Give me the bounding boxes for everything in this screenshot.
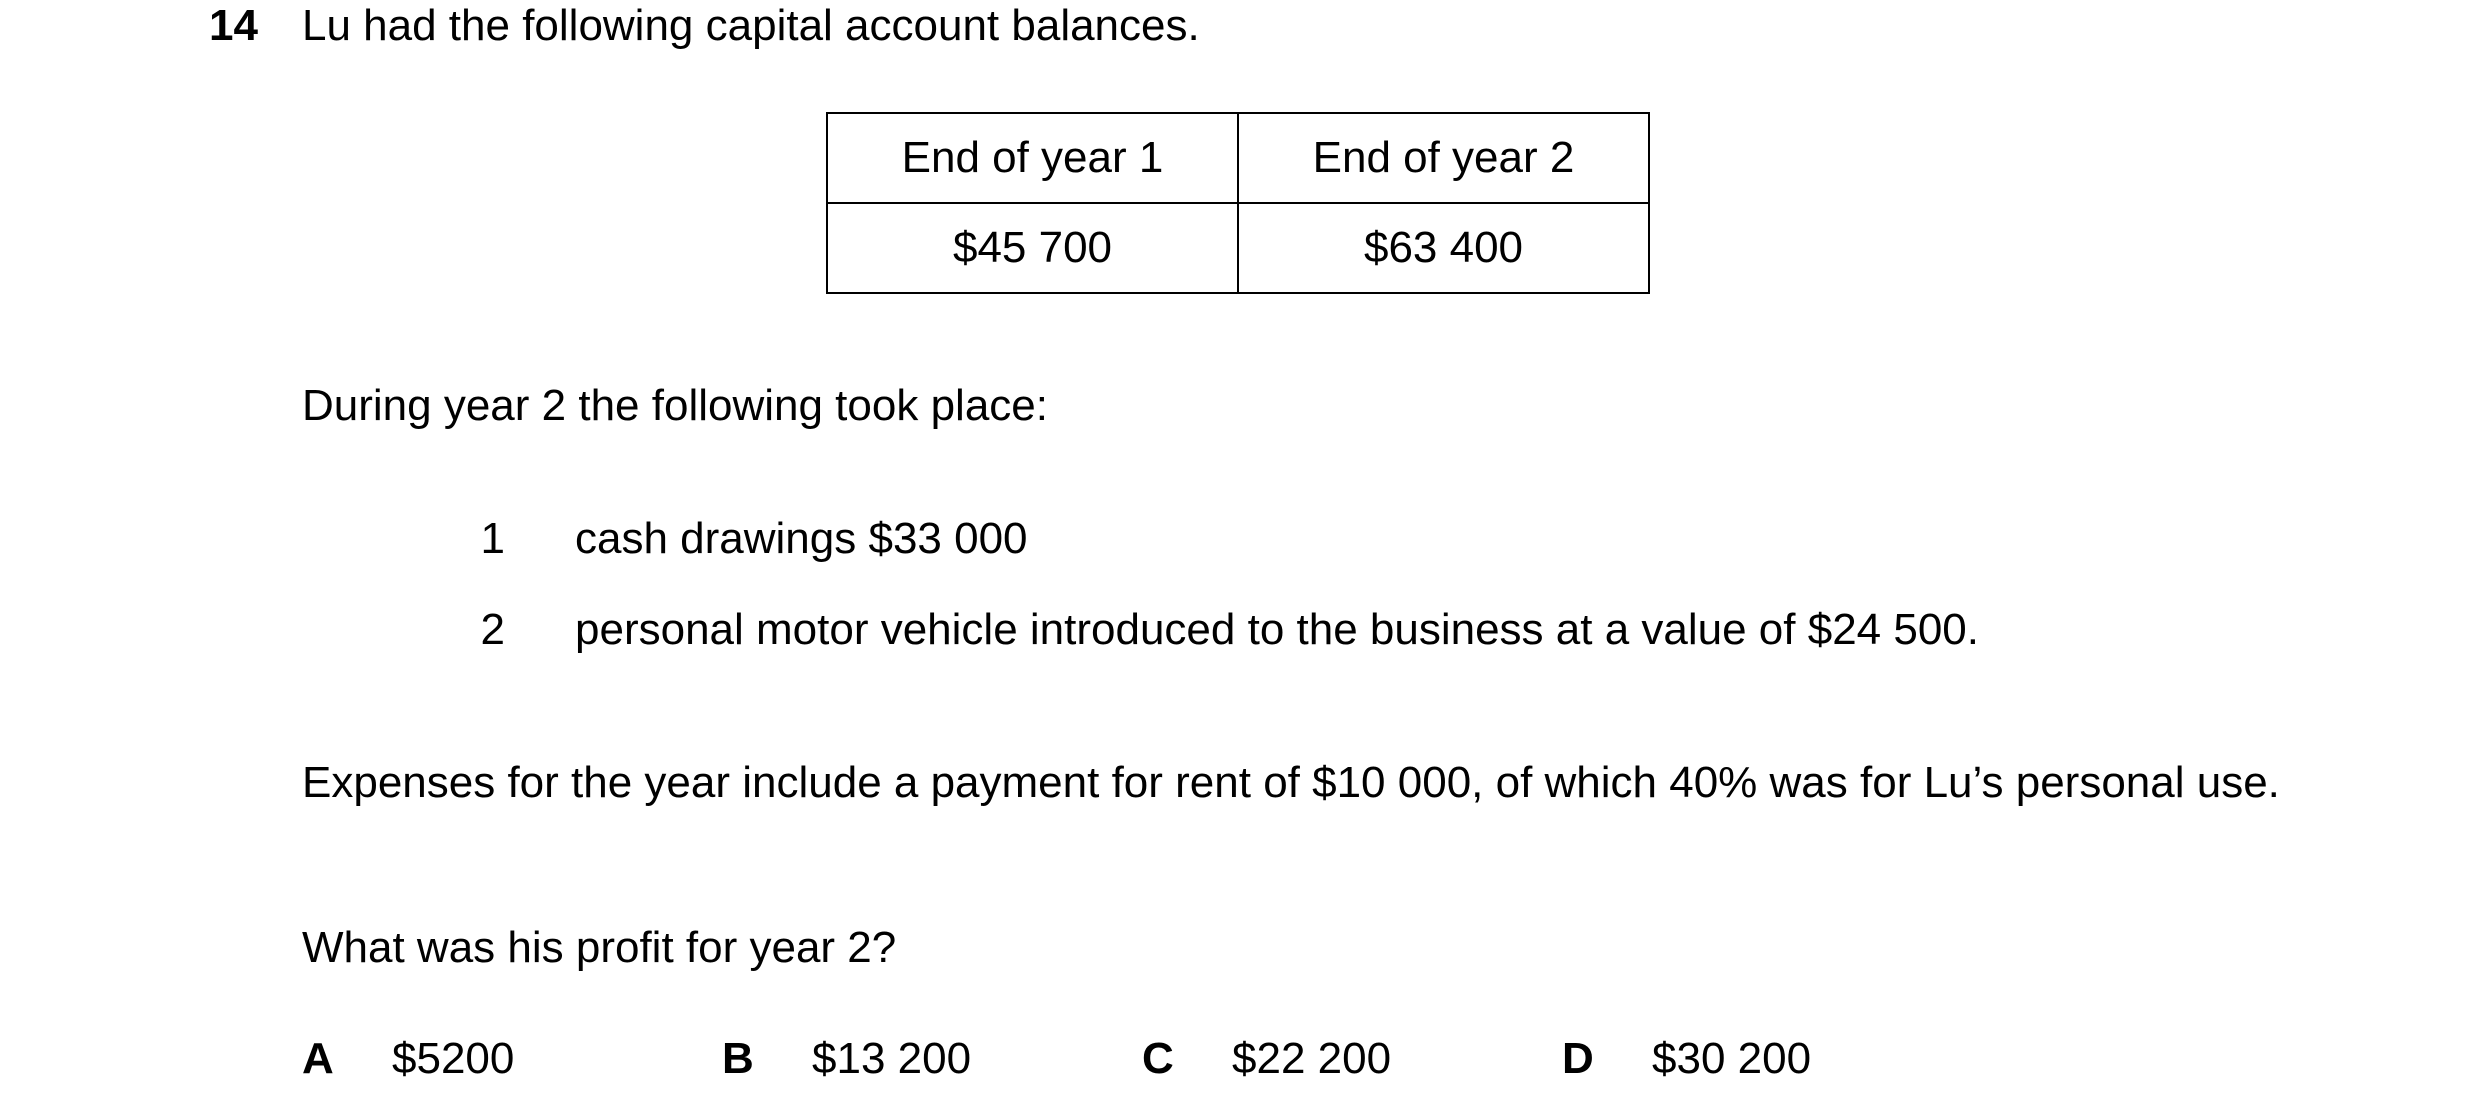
- during-year-text: During year 2 the following took place:: [302, 381, 1048, 430]
- option-value: $22 200: [1232, 1034, 1392, 1083]
- option-letter: A: [302, 1034, 334, 1083]
- table-header-year-1: End of year 1: [827, 113, 1238, 203]
- question-prompt: What was his profit for year 2?: [302, 923, 897, 972]
- table-row: [827, 203, 1649, 293]
- question-stem: Lu had the following capital account balances.: [302, 1, 1200, 50]
- capital-balances-table: [826, 112, 1650, 294]
- list-item-text: cash drawings $33 000: [575, 514, 1028, 563]
- option-letter: B: [722, 1034, 754, 1083]
- question-number: 14: [209, 1, 258, 50]
- option-value: $13 200: [812, 1034, 972, 1083]
- option-letter: C: [1142, 1034, 1174, 1083]
- table-header-year-2: End of year 2: [1238, 113, 1649, 203]
- expenses-paragraph: Expenses for the year include a payment for rent of $10 000, of which 40% was for Lu’s personal use.: [302, 758, 2280, 807]
- table-cell-year-2-balance: $63 400: [1238, 203, 1649, 293]
- option-value: $5200: [392, 1034, 515, 1083]
- list-item-number: 2: [480, 605, 505, 654]
- table-cell-year-1-balance: $45 700: [827, 203, 1238, 293]
- list-item-number: 1: [480, 514, 505, 563]
- option-letter: D: [1562, 1034, 1594, 1083]
- list-item-text: personal motor vehicle introduced to the business at a value of $24 500.: [575, 605, 1980, 654]
- option-value: $30 200: [1652, 1034, 1812, 1083]
- table-header-row: [827, 113, 1649, 203]
